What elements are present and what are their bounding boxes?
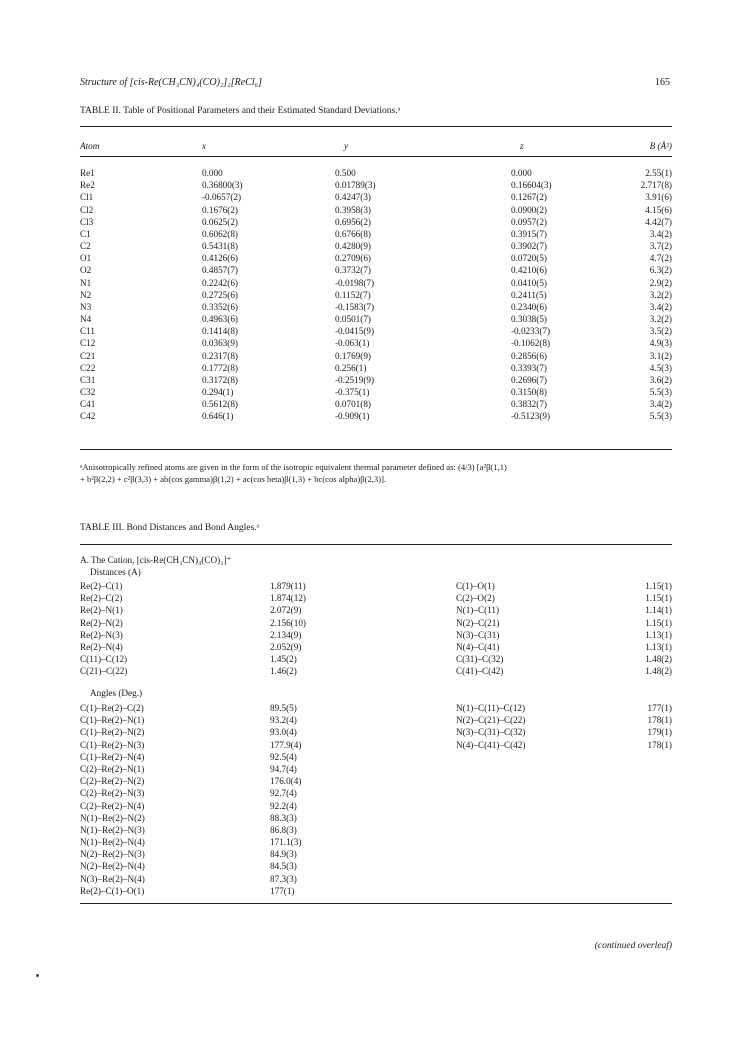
- table-row: [80, 167, 672, 179]
- cell-atom: C21: [80, 350, 96, 361]
- cell-atom: C1: [80, 228, 91, 239]
- table-row: [80, 252, 672, 264]
- table-row: [80, 824, 672, 836]
- cell-b: 4.15(6): [645, 204, 672, 215]
- col-x: x: [202, 141, 207, 151]
- cell-z: 0.3038(5): [511, 314, 547, 325]
- table-row: [80, 228, 672, 240]
- cell-atom: O2: [80, 265, 92, 276]
- cell-z: -0.5123(9): [511, 411, 551, 422]
- cell-left-label: C(1)–Re(2)–N(2): [80, 727, 145, 738]
- cell-b: 2.717(8): [640, 180, 672, 191]
- table2-top-rule: [80, 126, 672, 127]
- table-row: [80, 665, 672, 677]
- footnote-line-2: + b²β(2,2) + c²β(3,3) + ab(cos gamma)β(1,2) + ac(cos beta)β(1,3) + bc(cos alpha)β(2,3)].: [80, 474, 387, 484]
- cell-b: 5.5(3): [649, 387, 672, 398]
- table2-body: [80, 167, 672, 423]
- cell-left-label: C(1)–Re(2)–N(1): [80, 715, 145, 726]
- cell-y: 0.0701(8): [335, 399, 371, 410]
- cell-b: 4.9(3): [649, 338, 672, 349]
- cell-b: 3.1(2): [649, 350, 672, 361]
- table-row: [80, 726, 672, 738]
- cell-right-value: 178(1): [647, 739, 672, 750]
- cell-atom: O1: [80, 253, 92, 264]
- table-row: [80, 386, 672, 398]
- cell-x: 0.4126(6): [202, 253, 238, 264]
- cell-atom: C12: [80, 338, 96, 349]
- cell-left-label: Re(2)–C(2): [80, 593, 123, 604]
- distances-label: Distances (A): [90, 567, 141, 577]
- cell-left-value: 2.072(9): [270, 605, 302, 616]
- cell-left-value: 84.5(3): [270, 861, 297, 872]
- cell-y: -0.0415(9): [335, 326, 375, 337]
- cell-left-label: Re(2)–N(4): [80, 641, 123, 652]
- cell-left-label: C(2)–Re(2)–N(1): [80, 763, 145, 774]
- table-row: [80, 350, 672, 362]
- angles-label: Angles (Deg.): [90, 688, 143, 698]
- cell-z: 0.1267(2): [511, 192, 547, 203]
- cell-left-value: 92.5(4): [270, 751, 297, 762]
- cell-y: 0.4280(9): [335, 241, 371, 252]
- cell-right-label: N(1)–C(11): [456, 605, 500, 616]
- cell-x: -0.0657(2): [202, 192, 242, 203]
- cell-z: 0.0900(2): [511, 204, 547, 215]
- table-row: [80, 848, 672, 860]
- cell-left-value: 177.9(4): [270, 739, 302, 750]
- cell-right-label: C(31)–C(32): [456, 654, 504, 665]
- table-row: [80, 277, 672, 289]
- cell-left-label: N(2)–Re(2)–N(3): [80, 849, 145, 860]
- table-row: [80, 763, 672, 775]
- table-row: [80, 629, 672, 641]
- cell-atom: C11: [80, 326, 95, 337]
- table-row: [80, 812, 672, 824]
- table-row: [80, 313, 672, 325]
- table2-footnote: [80, 461, 672, 485]
- cell-x: 0.2725(6): [202, 289, 238, 300]
- cell-right-value: 1.48(2): [645, 654, 672, 665]
- cell-z: 0.3915(7): [511, 228, 547, 239]
- table-row: [80, 836, 672, 848]
- cell-right-label: N(2)–C(21): [456, 617, 500, 628]
- cell-left-label: C(2)–Re(2)–N(4): [80, 800, 145, 811]
- table-row: [80, 860, 672, 872]
- table-row: [80, 179, 672, 191]
- table-row: [80, 885, 672, 897]
- cell-y: -0.2519(9): [335, 374, 375, 385]
- cell-y: 0.3958(3): [335, 204, 371, 215]
- section-a-title: A. The Cation, [cis-Re(CH₃CN)₄(CO)₂]⁺: [80, 555, 232, 565]
- cell-b: 4.7(2): [649, 253, 672, 264]
- stray-dot: [36, 974, 39, 977]
- cell-z: 0.0957(2): [511, 216, 547, 227]
- cell-b: 3.4(2): [649, 228, 672, 239]
- cell-right-value: 1.15(1): [645, 581, 672, 591]
- table-row: [80, 739, 672, 751]
- cell-left-label: N(1)–Re(2)–N(2): [80, 812, 145, 823]
- cell-x: 0.5612(8): [202, 399, 238, 410]
- cell-atom: Re2: [80, 180, 95, 191]
- cell-left-value: 84.9(3): [270, 849, 297, 860]
- table3-bottom-rule: [80, 903, 672, 904]
- table-row: [80, 714, 672, 726]
- cell-atom: Cl3: [80, 216, 94, 227]
- cell-z: 0.2696(7): [511, 374, 547, 385]
- cell-b: 3.5(2): [649, 326, 672, 337]
- table-row: [80, 204, 672, 216]
- table-row: [80, 264, 672, 276]
- cell-right-label: N(3)–C(31): [456, 629, 500, 640]
- cell-atom: C32: [80, 387, 96, 398]
- cell-z: 0.3902(7): [511, 241, 547, 252]
- cell-b: 3.7(2): [649, 241, 672, 252]
- table-row: [80, 580, 672, 592]
- cell-z: 0.000: [511, 168, 532, 178]
- cell-y: -0.063(1): [335, 338, 370, 349]
- cell-atom: N3: [80, 301, 92, 312]
- cell-y: 0.0501(7): [335, 314, 371, 325]
- cell-left-label: C(11)–C(12): [80, 654, 128, 665]
- cell-right-label: C(2)–O(2): [456, 593, 495, 604]
- cell-atom: N1: [80, 277, 92, 288]
- cell-b: 4.5(3): [649, 362, 672, 373]
- distances-block: [80, 580, 672, 678]
- table2-caption: TABLE II. Table of Positional Parameters and their Estimated Standard Deviations.ᵃ: [80, 106, 401, 116]
- cell-z: 0.0410(5): [511, 277, 547, 288]
- cell-left-value: 176.0(4): [270, 776, 302, 787]
- cell-left-value: 2.134(9): [270, 629, 302, 640]
- table-row: [80, 301, 672, 313]
- cell-atom: C42: [80, 411, 96, 422]
- cell-z: 0.4210(6): [511, 265, 547, 276]
- cell-left-value: 88.3(3): [270, 812, 297, 823]
- cell-left-label: Re(2)–N(2): [80, 617, 123, 628]
- cell-atom: C2: [80, 241, 91, 252]
- cell-z: 0.0720(5): [511, 253, 547, 264]
- cell-left-label: C(1)–Re(2)–N(4): [80, 751, 145, 762]
- cell-y: 0.6766(8): [335, 228, 371, 239]
- cell-y: 0.500: [335, 168, 356, 178]
- table-row: [80, 410, 672, 422]
- table-row: [80, 362, 672, 374]
- cell-left-value: 1.879(11): [270, 581, 306, 591]
- cell-right-label: N(3)–C(31)–C(32): [456, 727, 526, 738]
- cell-x: 0.000: [202, 168, 223, 178]
- cell-z: -0.0233(7): [511, 326, 551, 337]
- table-row: [80, 775, 672, 787]
- cell-atom: Cl2: [80, 204, 94, 215]
- cell-atom: C31: [80, 374, 96, 385]
- cell-b: 6.3(2): [649, 265, 672, 276]
- cell-left-label: C(2)–Re(2)–N(3): [80, 788, 145, 799]
- cell-y: 0.4247(3): [335, 192, 371, 203]
- table2-header-rule: [80, 156, 672, 157]
- cell-atom: Cl1: [80, 192, 94, 203]
- cell-b: 3.4(2): [649, 301, 672, 312]
- table3-caption: TABLE III. Bond Distances and Bond Angles.ᵃ: [80, 523, 260, 533]
- cell-left-value: 93.2(4): [270, 715, 297, 726]
- cell-z: 0.3150(8): [511, 387, 547, 398]
- cell-atom: Re1: [80, 168, 95, 178]
- cell-right-value: 177(1): [647, 703, 672, 713]
- cell-z: 0.2340(6): [511, 301, 547, 312]
- cell-b: 3.91(6): [645, 192, 672, 203]
- cell-x: 0.1414(8): [202, 326, 238, 337]
- cell-atom: N2: [80, 289, 92, 300]
- cell-x: 0.0625(2): [202, 216, 238, 227]
- table-row: [80, 873, 672, 885]
- cell-left-value: 1.45(2): [270, 654, 297, 665]
- table3-top-rule: [80, 544, 672, 545]
- cell-right-label: C(41)–C(42): [456, 666, 504, 677]
- cell-right-value: 1.13(1): [645, 629, 672, 640]
- cell-left-value: 1.874(12): [270, 593, 306, 604]
- cell-y: -0.375(1): [335, 387, 370, 398]
- cell-b: 5.5(3): [649, 411, 672, 422]
- cell-y: -0.909(1): [335, 411, 370, 422]
- table-row: [80, 216, 672, 228]
- cell-x: 0.36800(3): [202, 180, 243, 191]
- cell-right-value: 1.15(1): [645, 593, 672, 604]
- cell-y: 0.256(1): [335, 362, 367, 373]
- table2-bottom-rule: [80, 449, 672, 450]
- table2-header-row: [80, 141, 672, 153]
- table-row: [80, 617, 672, 629]
- page-number: 165: [655, 77, 670, 88]
- cell-right-value: 178(1): [647, 715, 672, 726]
- cell-y: 0.6956(2): [335, 216, 371, 227]
- cell-left-value: 2.156(10): [270, 617, 306, 628]
- cell-b: 3.6(2): [649, 374, 672, 385]
- cell-x: 0.4857(7): [202, 265, 238, 276]
- continued-note: (continued overleaf): [594, 941, 672, 951]
- cell-left-label: C(1)–Re(2)–N(3): [80, 739, 145, 750]
- cell-left-label: C(21)–C(22): [80, 666, 128, 677]
- table-row: [80, 604, 672, 616]
- cell-right-label: C(1)–O(1): [456, 581, 495, 591]
- cell-left-value: 92.2(4): [270, 800, 297, 811]
- cell-z: 0.16604(3): [511, 180, 552, 191]
- cell-z: -0.1062(8): [511, 338, 551, 349]
- cell-z: 0.3393(7): [511, 362, 547, 373]
- cell-y: 0.01789(3): [335, 180, 376, 191]
- cell-left-label: Re(2)–N(1): [80, 605, 123, 616]
- cell-left-value: 2.052(9): [270, 641, 302, 652]
- cell-x: 0.0363(9): [202, 338, 238, 349]
- cell-left-label: Re(2)–N(3): [80, 629, 123, 640]
- cell-x: 0.3352(6): [202, 301, 238, 312]
- cell-z: 0.2856(6): [511, 350, 547, 361]
- cell-x: 0.6062(8): [202, 228, 238, 239]
- cell-x: 0.1676(2): [202, 204, 238, 215]
- table-row: [80, 289, 672, 301]
- table-row: [80, 751, 672, 763]
- cell-right-label: N(2)–C(21)–C(22): [456, 715, 526, 726]
- cell-z: 0.2411(5): [511, 289, 547, 300]
- cell-right-value: 1.48(2): [645, 666, 672, 677]
- table-row: [80, 800, 672, 812]
- cell-left-value: 86.8(3): [270, 824, 297, 835]
- cell-left-label: Re(2)–C(1): [80, 581, 123, 591]
- cell-atom: C41: [80, 399, 96, 410]
- table-row: [80, 325, 672, 337]
- table-row: [80, 337, 672, 349]
- cell-y: 0.3732(7): [335, 265, 371, 276]
- cell-right-label: N(1)–C(11)–C(12): [456, 703, 526, 713]
- col-atom: Atom: [80, 141, 100, 151]
- cell-left-label: N(1)–Re(2)–N(4): [80, 837, 145, 848]
- cell-left-value: 1.46(2): [270, 666, 297, 677]
- table-row: [80, 702, 672, 714]
- cell-b: 2.55(1): [645, 168, 672, 178]
- table-row: [80, 374, 672, 386]
- table-row: [80, 191, 672, 203]
- table-row: [80, 787, 672, 799]
- cell-y: 0.1152(7): [335, 289, 371, 300]
- cell-x: 0.3172(8): [202, 374, 238, 385]
- angles-block: [80, 702, 672, 897]
- cell-left-value: 177(1): [270, 885, 295, 896]
- cell-right-value: 179(1): [647, 727, 672, 738]
- cell-b: 2.9(2): [649, 277, 672, 288]
- table-row: [80, 240, 672, 252]
- table-row: [80, 641, 672, 653]
- cell-left-value: 89.5(5): [270, 703, 297, 713]
- cell-left-value: 94.7(4): [270, 763, 297, 774]
- col-y: y: [344, 141, 349, 151]
- cell-b: 3.2(2): [649, 314, 672, 325]
- cell-y: 0.1769(9): [335, 350, 371, 361]
- cell-right-label: N(4)–C(41): [456, 641, 500, 652]
- cell-right-value: 1.13(1): [645, 641, 672, 652]
- col-b: B (Å²): [649, 141, 672, 151]
- cell-x: 0.2242(6): [202, 277, 238, 288]
- cell-x: 0.4963(6): [202, 314, 238, 325]
- cell-x: 0.2317(8): [202, 350, 238, 361]
- cell-atom: C22: [80, 362, 96, 373]
- running-title: Structure of [cis-Re(CH₃CN)₄(CO)₂]₂[ReCl₆]: [80, 77, 262, 88]
- cell-y: 0.2709(6): [335, 253, 371, 264]
- cell-right-value: 1.14(1): [645, 605, 672, 616]
- cell-x: 0.646(1): [202, 411, 234, 422]
- cell-b: 3.2(2): [649, 289, 672, 300]
- cell-z: 0.3832(7): [511, 399, 547, 410]
- cell-left-label: N(3)–Re(2)–N(4): [80, 873, 145, 884]
- cell-y: -0.1583(7): [335, 301, 375, 312]
- cell-right-label: N(4)–C(41)–C(42): [456, 739, 526, 750]
- cell-left-value: 171.1(3): [270, 837, 302, 848]
- cell-left-label: Re(2)–C(1)–O(1): [80, 885, 145, 896]
- cell-y: -0.0198(7): [335, 277, 375, 288]
- cell-atom: N4: [80, 314, 92, 325]
- cell-left-value: 87.3(3): [270, 873, 297, 884]
- table-row: [80, 398, 672, 410]
- cell-left-value: 92.7(4): [270, 788, 297, 799]
- cell-left-label: N(2)–Re(2)–N(4): [80, 861, 145, 872]
- cell-left-label: C(2)–Re(2)–N(2): [80, 776, 145, 787]
- col-z: z: [520, 141, 524, 151]
- cell-x: 0.5431(8): [202, 241, 238, 252]
- cell-x: 0.294(1): [202, 387, 234, 398]
- cell-x: 0.1772(8): [202, 362, 238, 373]
- cell-left-label: C(1)–Re(2)–C(2): [80, 703, 144, 713]
- footnote-line-1: ᵃAnisotropically refined atoms are given in the form of the isotropic equivalent thermal parameter defined as: (4/3) [a²β(1,1): [80, 462, 507, 472]
- cell-b: 4.42(7): [645, 216, 672, 227]
- table-row: [80, 592, 672, 604]
- cell-left-value: 93.0(4): [270, 727, 297, 738]
- cell-left-label: N(1)–Re(2)–N(3): [80, 824, 145, 835]
- cell-b: 3.4(2): [649, 399, 672, 410]
- cell-right-value: 1.15(1): [645, 617, 672, 628]
- table-row: [80, 653, 672, 665]
